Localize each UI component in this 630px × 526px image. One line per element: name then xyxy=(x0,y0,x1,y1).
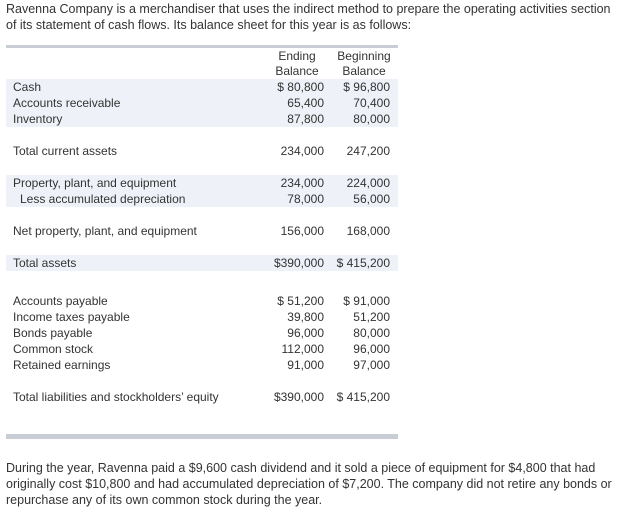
ending-value: 39,800 xyxy=(287,310,324,324)
beginning-value: 51,200 xyxy=(353,310,390,324)
beginning-value: 224,000 xyxy=(346,176,390,190)
row-label: Retained earnings xyxy=(13,358,111,372)
ending-value: 234,000 xyxy=(280,144,324,158)
table-row-net-ppe xyxy=(6,223,398,239)
row-label: Cash xyxy=(13,80,42,94)
column-header-row-2 xyxy=(6,63,398,79)
beginning-value: $ 415,200 xyxy=(336,390,390,404)
beginning-value: 247,200 xyxy=(346,144,390,158)
row-label: Inventory xyxy=(13,112,63,126)
problem-intro-text: Ravenna Company is a merchandiser that uses the indirect method to prepare the operating activities section of its statement of cash flows. Its balance sheet for this year is as follows: xyxy=(6,2,611,32)
row-label: Total current assets xyxy=(13,144,118,158)
ending-value: 96,000 xyxy=(287,326,324,340)
beginning-value: 97,000 xyxy=(353,358,390,372)
table-row-income-taxes-payable xyxy=(6,309,398,325)
ending-value: 65,400 xyxy=(287,96,324,110)
beginning-value: 96,000 xyxy=(353,342,390,356)
ending-value: $ 51,200 xyxy=(277,294,324,308)
ending-value: $390,000 xyxy=(273,390,324,404)
table-row-ppe xyxy=(6,175,398,191)
beginning-value: $ 415,200 xyxy=(336,256,390,270)
ending-value: 112,000 xyxy=(281,342,324,356)
table-row-inventory xyxy=(6,111,398,127)
ending-value: 156,000 xyxy=(280,224,324,238)
beginning-value: 168,000 xyxy=(346,224,390,238)
beginning-value: $ 96,800 xyxy=(343,80,390,94)
ending-balance-header-line2: Balance xyxy=(275,64,319,78)
beginning-balance-header-line1: Beginning xyxy=(337,49,391,63)
beginning-value: 70,400 xyxy=(353,96,390,110)
row-label: Net property, plant, and equipment xyxy=(13,224,197,238)
table-row-cash xyxy=(6,79,398,95)
table-row-total-current-assets xyxy=(6,143,398,159)
beginning-value: $ 91,000 xyxy=(343,294,390,308)
row-label: Total liabilities and stockholders’ equity xyxy=(13,390,219,404)
row-label: Common stock xyxy=(13,342,94,356)
beginning-value: 56,000 xyxy=(353,192,390,206)
row-label: Bonds payable xyxy=(13,326,93,340)
ending-value: 78,000 xyxy=(287,192,324,206)
ending-value: 87,800 xyxy=(287,112,324,126)
beginning-value: 80,000 xyxy=(353,112,390,126)
problem-details-text: During the year, Ravenna paid a $9,600 cash dividend and it sold a piece of equipment for $4,800 that had originally cost $10,800 and had accumulated depreciation of $7,200. The company did not retire any bonds or repurchase any of its own common stock during the year. xyxy=(6,461,612,507)
row-label: Accounts payable xyxy=(13,294,108,308)
table-row-common-stock xyxy=(6,341,398,357)
table-row-accumulated-depreciation xyxy=(6,191,398,207)
ending-balance-header-line1: Ending xyxy=(278,49,316,63)
row-label: Total assets xyxy=(13,256,77,270)
row-label: Property, plant, and equipment xyxy=(13,176,177,190)
table-row-bonds-payable xyxy=(6,325,398,341)
ending-value: 91,000 xyxy=(287,358,324,372)
table-row-total-liabilities-equity xyxy=(6,389,398,405)
row-label: Income taxes payable xyxy=(13,310,130,324)
column-header-row-1 xyxy=(6,48,398,64)
balance-sheet-table xyxy=(6,48,398,432)
table-row-accounts-payable xyxy=(6,293,398,309)
row-label: Less accumulated depreciation xyxy=(20,192,186,206)
table-row-total-assets xyxy=(6,255,398,271)
ending-value: $ 80,800 xyxy=(277,80,324,94)
table-row-accounts-receivable xyxy=(6,95,398,111)
beginning-value: 80,000 xyxy=(353,326,390,340)
ending-value: $390,000 xyxy=(273,256,324,270)
table-row-retained-earnings xyxy=(6,357,398,373)
row-label: Accounts receivable xyxy=(13,96,121,110)
beginning-balance-header-line2: Balance xyxy=(342,64,386,78)
table-bottom-rule xyxy=(6,434,398,439)
ending-value: 234,000 xyxy=(280,176,324,190)
